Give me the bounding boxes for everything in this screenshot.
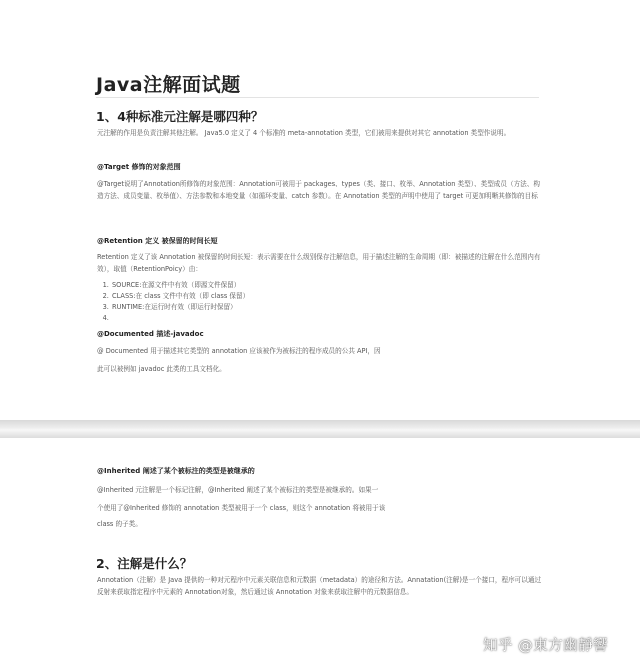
inherited-line-3: class 的子类。 (97, 520, 142, 528)
list-item: 1. SOURCE:在源文件中有效（即源文件保留） (111, 280, 249, 291)
documented-heading: @Documented 描述-javadoc (97, 330, 204, 338)
list-item: 2. CLASS:在 class 文件中有效（即 class 保留） (111, 291, 249, 302)
inherited-heading: @Inherited 阐述了某个被标注的类型是被继承的 (97, 467, 255, 475)
question-2-paragraph: Annotation（注解）是 Java 提供的一种对元程序中元素关联信息和元数据（metadata）的途径和方法。Annatation(注解)是一个接口，程序可以通过反射来获取指定程序中元素的 Annotation对象，然后通过该 Annotation 对象来获取注解中的元数据信息。 (97, 576, 542, 596)
list-item (111, 313, 249, 324)
retention-heading: @Retention 定义 被保留的时间长短 (97, 237, 218, 245)
inherited-line-1: @Inherited 元注解是一个标记注解，@Inherited 阐述了某个被标注的类型是被继承的。如果一 (97, 486, 379, 494)
question-1-intro: 元注解的作用是负责注解其他注解。 Java5.0 定义了 4 个标准的 meta-annotation 类型，它们被用来提供对其它 annotation 类型作说明。 (97, 129, 511, 137)
question-1-heading: 1、4种标准元注解是哪四种？ (96, 109, 264, 124)
page-title: Java注解面试题 (96, 74, 241, 96)
title-divider (96, 97, 539, 98)
retention-paragraph: Retention 定义了该 Annotation 被保留的时间长短：表示需要在什么级别保存注解信息，用于描述注解的生命周期（即：被描述的注解在什么范围内有效），取值（RetentionPoicy）由： (97, 253, 541, 273)
page-separator (0, 420, 640, 438)
list-item: 3. RUNTIME:在运行时有效（即运行时保留） (111, 302, 249, 313)
question-2-heading: 2、注解是什么？ (96, 556, 193, 571)
documented-paragraph-line-1: @ Documented 用于描述其它类型的 annotation 应该被作为被标注的程序成员的公共 API，因 (97, 347, 381, 355)
retention-policy-list (97, 280, 249, 324)
target-heading: @Target 修饰的对象范围 (97, 163, 181, 171)
target-paragraph: @Target说明了Annotation所修饰的对象范围：Annotation可被用于 packages、types（类、接口、枚举、Annotation 类型）、类型成员（方法、构造方法、成员变量、枚举值）、方法参数和本地变量（如循环变量、catch 参数）。在 Annotation 类型的声明中使用了 target 可更加明晰其修饰的目标 (97, 180, 540, 200)
inherited-line-2: 个使用了@Inherited 修饰的 annotation 类型被用于一个 class，则这个 annotation 将被用于该 (97, 504, 386, 512)
documented-paragraph-line-2: 此可以被例如 javadoc 此类的工具文档化。 (97, 365, 226, 373)
watermark: 知乎 @東方幽靜響 (483, 638, 609, 654)
